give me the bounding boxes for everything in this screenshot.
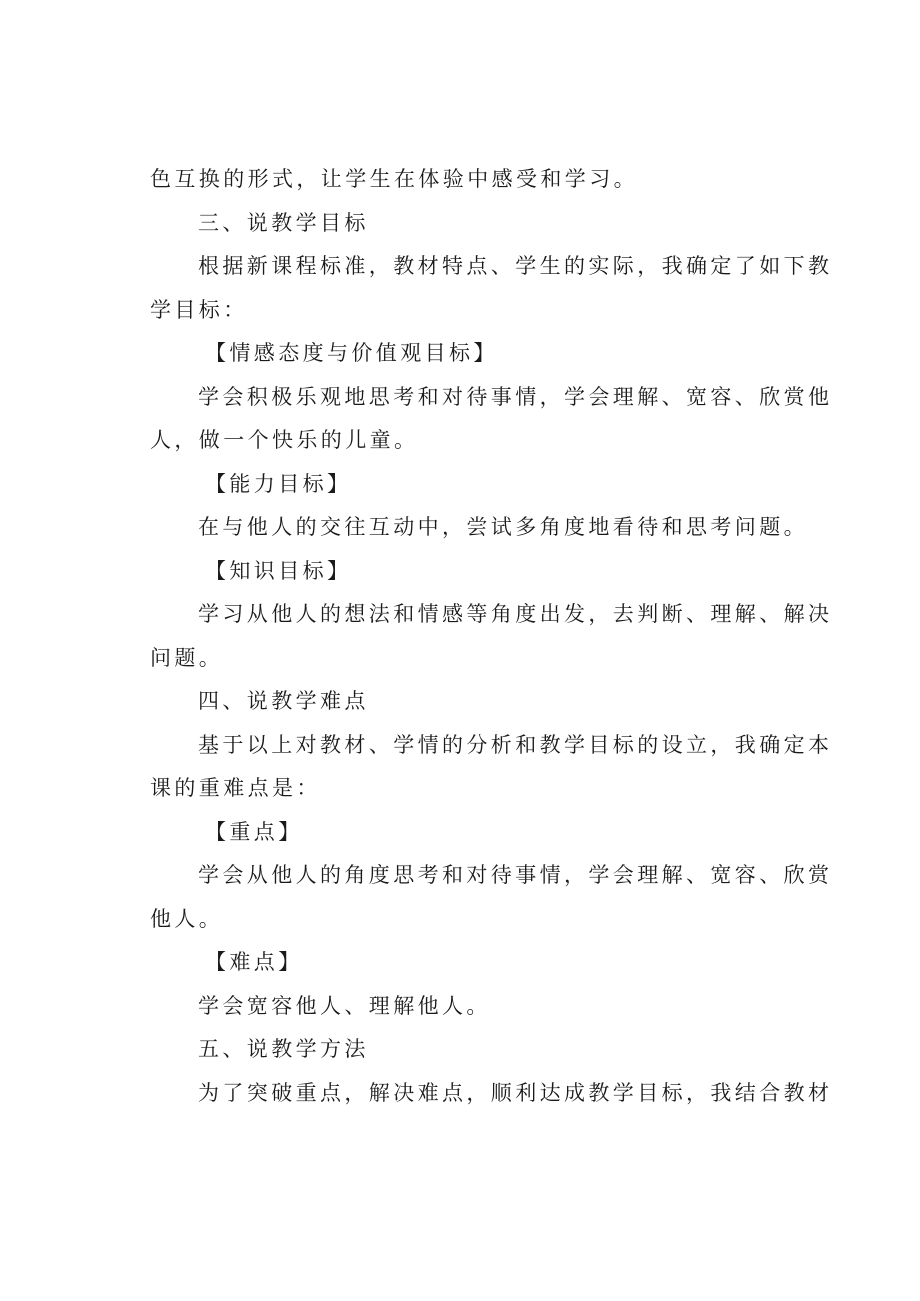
section-heading: 四、说教学难点 bbox=[198, 689, 369, 713]
paragraph-line: 他人。 bbox=[150, 906, 224, 931]
paragraph-line: 学会宽容他人、理解他人。 bbox=[198, 993, 491, 1018]
paragraph-line: 学习从他人的想法和情感等角度出发，去判断、理解、解决 bbox=[198, 602, 833, 626]
subsection-heading: 【难点】 bbox=[205, 950, 303, 974]
paragraph-line: 课的重难点是： bbox=[150, 776, 321, 800]
subsection-heading: 【知识目标】 bbox=[205, 558, 352, 583]
subsection-heading: 【情感态度与价值观目标】 bbox=[205, 341, 498, 365]
paragraph-line: 学目标： bbox=[150, 297, 248, 322]
subsection-heading: 【重点】 bbox=[205, 819, 303, 844]
paragraph-line: 在与他人的交往互动中，尝试多角度地看待和思考问题。 bbox=[198, 515, 808, 539]
paragraph-line: 学会积极乐观地思考和对待事情，学会理解、宽容、欣赏他 bbox=[198, 384, 833, 409]
section-heading: 五、说教学方法 bbox=[198, 1037, 369, 1061]
paragraph-line: 为了突破重点，解决难点，顺利达成教学目标，我结合教材 bbox=[198, 1080, 833, 1105]
paragraph-line: 根据新课程标准，教材特点、学生的实际，我确定了如下教 bbox=[198, 254, 833, 278]
paragraph-line: 人，做一个快乐的儿童。 bbox=[150, 428, 419, 452]
subsection-heading: 【能力目标】 bbox=[205, 471, 352, 496]
paragraph-line: 问题。 bbox=[150, 645, 224, 670]
paragraph-line: 基于以上对教材、学情的分析和教学目标的设立，我确定本 bbox=[198, 732, 833, 757]
paragraph-line: 色互换的形式，让学生在体验中感受和学习。 bbox=[150, 167, 638, 191]
section-heading: 三、说教学目标 bbox=[198, 210, 369, 235]
paragraph-line: 学会从他人的角度思考和对待事情，学会理解、宽容、欣赏 bbox=[198, 863, 833, 887]
document-body bbox=[150, 158, 833, 1115]
